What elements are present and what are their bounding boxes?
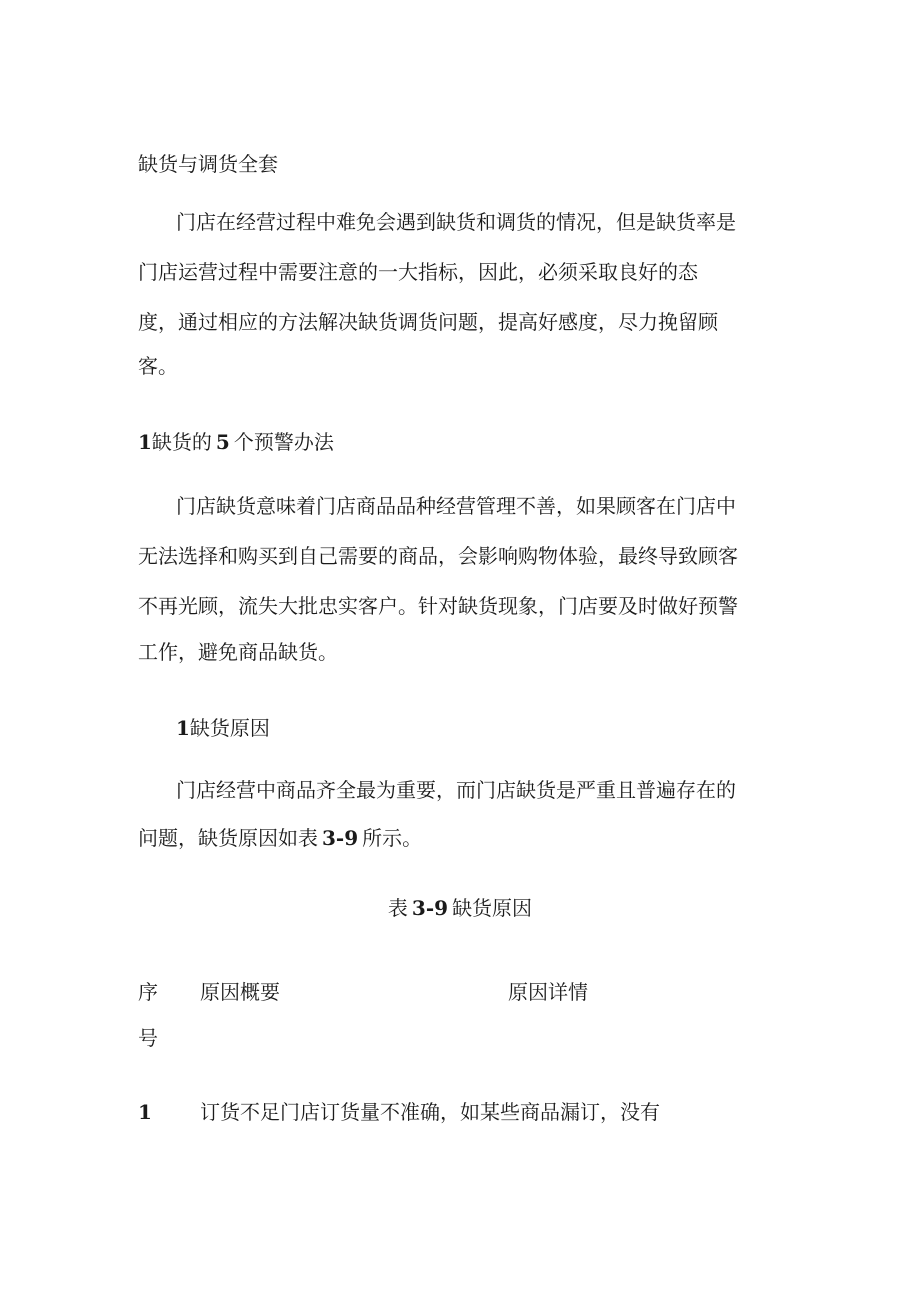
document-title: 缺货与调货全套 [138,152,278,176]
table-caption-number: 3-9 [411,896,449,920]
table-row-1-number: 1 [138,1100,152,1124]
subsection-1-line-2 [138,826,422,850]
table-header-detail: 原因详情 [508,980,588,1004]
section-1-title-a: 缺货的 [151,430,212,454]
intro-line-1: 门店在经营过程中难免会遇到缺货和调货的情况，但是缺货率是 [176,210,736,234]
section-1-heading [138,430,334,454]
intro-line-3: 度，通过相应的方法解决缺货调货问题，提高好感度，尽力挽留顾 [138,310,718,334]
table-reference: 3-9 [322,826,359,850]
table-caption-b: 缺货原因 [452,896,533,920]
table-header-summary: 原因概要 [200,980,280,1004]
subsection-1-heading [176,716,270,740]
subsection-1-number: 1 [176,716,190,740]
subsection-1-title: 缺货原因 [189,716,270,740]
table-row-1-text: 订货不足门店订货量不准确，如某些商品漏订，没有 [200,1100,660,1124]
section-1-number: 1 [138,430,152,454]
section-1-line-1: 门店缺货意味着门店商品品种经营管理不善，如果顾客在门店中 [176,494,736,518]
subsection-1-line-1: 门店经营中商品齐全最为重要，而门店缺货是严重且普遍存在的 [176,778,736,802]
section-1-title-b: 个预警办法 [233,430,334,454]
section-1-line-4: 工作，避免商品缺货。 [138,640,338,664]
section-1-line-2: 无法选择和购买到自己需要的商品，会影响购物体验，最终导致顾客 [138,544,738,568]
intro-line-2: 门店运营过程中需要注意的一大指标，因此，必须采取良好的态 [138,260,698,284]
section-1-line-3: 不再光顾，流失大批忠实客户。针对缺货现象，门店要及时做好预警 [138,594,738,618]
intro-line-4: 客。 [138,354,178,378]
table-caption [0,896,920,920]
section-1-title-number: 5 [215,430,230,454]
table-caption-a: 表 [387,896,408,920]
subsection-1-line-2-b: 所示。 [362,826,423,850]
table-header-seq-b: 号 [138,1026,158,1050]
subsection-1-line-2-a: 问题，缺货原因如表 [138,826,318,850]
table-header-seq-a: 序 [138,980,158,1004]
